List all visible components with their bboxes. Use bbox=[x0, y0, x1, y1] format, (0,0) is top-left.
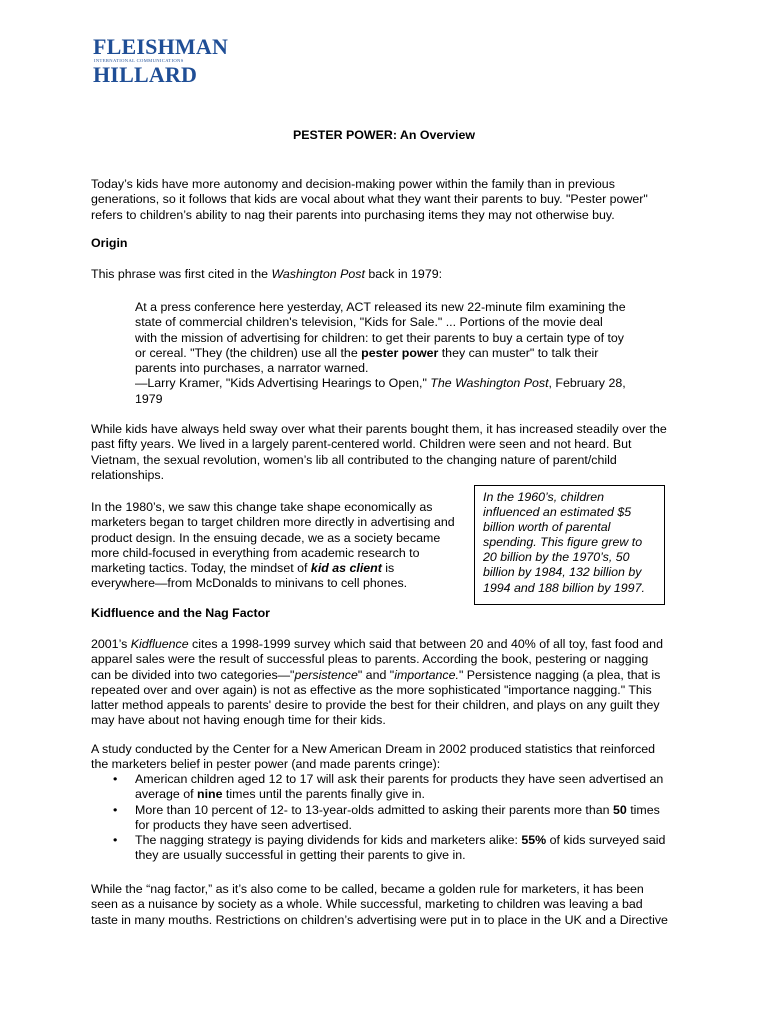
text-line: Vietnam, the sexual revolution, women’s lib all contributed to the changing nature of parent/child bbox=[91, 452, 617, 467]
text-line: A study conducted by the Center for a New American Dream in 2002 produced statistics that reinforced bbox=[91, 742, 656, 756]
origin-heading: Origin bbox=[91, 236, 128, 250]
bullet-icon: • bbox=[113, 833, 118, 848]
nag-factor-paragraph bbox=[91, 882, 686, 928]
text-span: times until the parents finally give in. bbox=[222, 787, 425, 802]
text-line: At a press conference here yesterday, ACT released its new 22-minute film examining the bbox=[135, 300, 626, 314]
text-line: spending. This figure grew to bbox=[483, 535, 643, 550]
bold-term: pester power bbox=[361, 345, 439, 360]
origin-paragraph bbox=[91, 267, 686, 282]
text-line: 1979 bbox=[135, 391, 163, 406]
text-span: back in 1979: bbox=[364, 267, 443, 281]
text-line: taste in many mouths. Restrictions on children’s advertising were put in to place in the UK and a Directive bbox=[91, 912, 668, 927]
text-line: product design. In the ensuing decade, we as a society became bbox=[91, 530, 441, 545]
text-span: More than 10 percent of 12- to 13-year-olds admitted to asking their parents more than bbox=[135, 802, 613, 817]
text-line: they are usually successful in getting their parents to give in. bbox=[135, 848, 466, 863]
text-line: American children aged 12 to 17 will ask their parents for products they have seen advertised an bbox=[135, 772, 664, 786]
text-line: may have about not having enough time for their kids. bbox=[91, 713, 386, 728]
book-title: Kidfluence bbox=[130, 637, 189, 651]
callout-box bbox=[474, 485, 665, 605]
text-line: Today’s kids have more autonomy and decision-making power within the family than in previous bbox=[91, 177, 615, 191]
list-item bbox=[113, 772, 686, 803]
text-span: " and " bbox=[357, 667, 395, 682]
text-line: While kids have always held sway over what their parents bought them, it has increased steadily over the bbox=[91, 422, 667, 436]
text-line: repeated over and over again) is not as effective as the more sophisticated "importance nagging." This bbox=[91, 682, 652, 697]
text-span: of kids surveyed said bbox=[546, 833, 666, 848]
text-span: is bbox=[381, 561, 395, 576]
text-span: they can muster" to talk their bbox=[438, 345, 599, 360]
statistics-list bbox=[113, 772, 686, 864]
text-span: 2001’s bbox=[91, 637, 131, 651]
text-line: In the 1960’s, children bbox=[483, 490, 605, 504]
bold-term: kid as client bbox=[310, 561, 382, 576]
kidfluence-paragraph bbox=[91, 637, 686, 729]
logo-line-fleishman: FLEISHMAN bbox=[93, 34, 229, 59]
publication-name: The Washington Post bbox=[430, 376, 549, 391]
text-span: or cereal. "They (the children) use all the bbox=[135, 345, 362, 360]
text-line: relationships. bbox=[91, 467, 165, 482]
text-span: average of bbox=[135, 787, 197, 802]
company-logo bbox=[93, 34, 229, 87]
text-line: While the “nag factor,” as it’s also come to be called, became a golden rule for marketers, it has been bbox=[91, 882, 644, 896]
logo-line-tagline: INTERNATIONAL COMMUNICATIONS bbox=[94, 58, 184, 63]
text-span: This phrase was first cited in the bbox=[91, 267, 272, 281]
text-line: the marketers belief in pester power (and made parents cringe): bbox=[91, 757, 441, 772]
text-line: 1994 and 188 billion by 1997. bbox=[483, 580, 645, 595]
study-paragraph bbox=[91, 742, 686, 773]
text-span: times bbox=[626, 802, 660, 817]
list-item bbox=[113, 833, 686, 864]
text-span: " Persistence nagging (a plea, that is bbox=[458, 667, 661, 682]
text-line: seen as a nuisance by society as a whole. While successful, marketing to children was leaving a bad bbox=[91, 897, 643, 912]
intro-paragraph bbox=[91, 177, 686, 223]
text-line: past fifty years. We lived in a largely parent-centered world. Children were seen and not heard. But bbox=[91, 437, 632, 452]
text-line: state of commercial children's television, "Kids for Sale." ... Portions of the movie deal bbox=[135, 315, 603, 330]
text-line: 20 billion by the 1970’s, 50 bbox=[483, 550, 630, 565]
text-line: apparel sales were the result of successful pleas to parents. According the book, pestering or nagging bbox=[91, 652, 649, 667]
text-span: cites a 1998-1999 survey which said that between 20 and 40% of all toy, fast food and bbox=[188, 637, 663, 651]
publication-name: Washington Post bbox=[271, 267, 365, 281]
text-line: billion worth of parental bbox=[483, 520, 611, 535]
text-line: influenced an estimated $5 bbox=[483, 505, 632, 520]
text-line: billion by 1984, 132 billion by bbox=[483, 565, 642, 580]
text-span: The nagging strategy is paying dividends for kids and marketers alike: bbox=[135, 833, 522, 848]
text-line: more child-focused in everything from academic research to bbox=[91, 545, 420, 560]
bullet-icon: • bbox=[113, 802, 118, 817]
kidfluence-heading: Kidfluence and the Nag Factor bbox=[91, 606, 270, 620]
list-item bbox=[113, 803, 686, 834]
term: importance. bbox=[394, 667, 459, 682]
text-span: —Larry Kramer, "Kids Advertising Hearings to Open," bbox=[135, 376, 431, 391]
bold-term: nine bbox=[197, 787, 223, 802]
term: persistence bbox=[294, 667, 358, 682]
text-line: In the 1980’s, we saw this change take shape economically as bbox=[91, 500, 433, 514]
bold-term: 50 bbox=[613, 802, 627, 817]
text-line: latter method appeals to parents' desire to provide the best for their children, and plays on any guilt they bbox=[91, 698, 660, 713]
text-line: parents into purchases, a narrator warned. bbox=[135, 361, 369, 376]
bullet-icon: • bbox=[113, 772, 118, 786]
text-line: refers to children’s ability to nag their parents into purchasing items they may not otherwise buy. bbox=[91, 207, 615, 222]
text-span: can be divided into two categories—" bbox=[91, 667, 295, 682]
text-line: marketers began to target children more directly in advertising and bbox=[91, 515, 455, 530]
block-quote bbox=[135, 300, 635, 407]
text-line: with the mission of advertising for children: to get their parents to buy a certain type of toy bbox=[135, 330, 624, 345]
bold-term: 55% bbox=[521, 833, 547, 848]
text-line: generations, so it follows that kids are vocal about what they want their parents to buy. "Pester power" bbox=[91, 192, 648, 207]
sway-paragraph bbox=[91, 422, 686, 483]
logo-line-hillard: HILLARD bbox=[93, 62, 198, 87]
text-span: marketing tactics. Today, the mindset of bbox=[91, 561, 311, 576]
text-line: for products they have seen advertised. bbox=[135, 817, 352, 832]
page-title: PESTER POWER: An Overview bbox=[293, 128, 475, 142]
eighties-paragraph bbox=[91, 500, 466, 592]
text-span: , February 28, bbox=[548, 376, 626, 391]
text-line: everywhere—from McDonalds to minivans to cell phones. bbox=[91, 576, 408, 591]
